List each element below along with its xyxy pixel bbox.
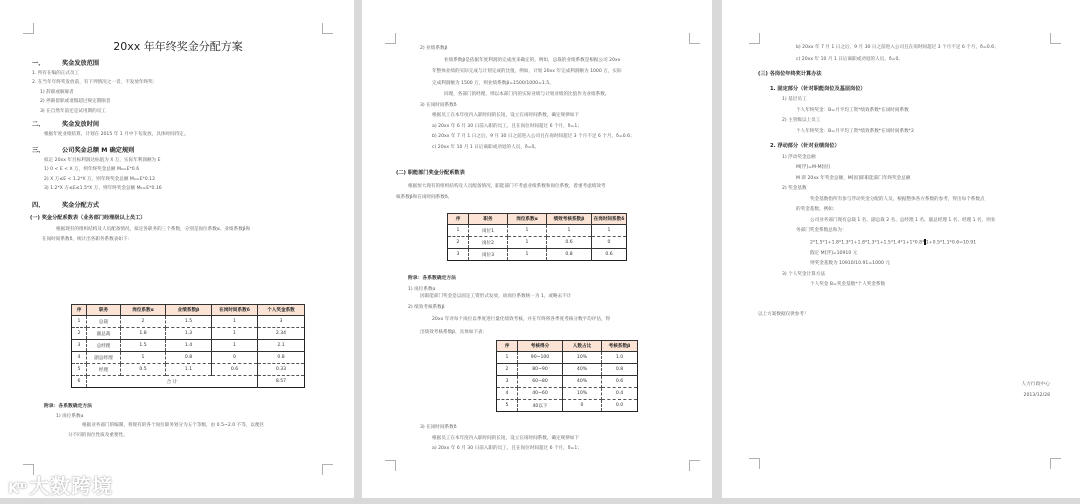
- list-item: 1) 0 < E < X 万，则年终奖金总额 M₀=E*0.6: [44, 167, 140, 172]
- list-item: 3) 个人奖金计算方法: [782, 271, 825, 277]
- closing-note: 以上方案数据仅供参考！: [758, 311, 809, 317]
- crop-mark: [23, 23, 34, 34]
- signature-organization: 人力行政中心: [1021, 382, 1050, 387]
- list-item: 2) 绩效考核系数β: [408, 304, 445, 310]
- table-row: 5 经理 0.5 1.1 0.6 0.33: [72, 364, 305, 376]
- table-row: 2 副总裁 1.8 1.3 1 2.34: [72, 328, 305, 340]
- list-item: 1) 浮动奖金总额: [782, 154, 816, 160]
- crop-mark: [689, 33, 700, 44]
- list-item: 3) 在自然年前还是试用期的员工: [40, 108, 106, 114]
- bonus-coefficient-table: 序 职务 岗位系数α 业绩系数β 在岗时间系数δ 个人奖金系数 1 总裁 2 1.5 1 3 2 副总裁 1.8 1.3 1 2.34 3 总经理 1.5 1.4 1 2.1 4 副总经理 1 0.8 0 0.8 5 经理 0.5 1.1 0.6 0.33 6 合 计 8.57: [71, 304, 305, 388]
- table-row: 1 总裁 2 1.5 1 3: [72, 316, 305, 328]
- table-row: 2 80~90 40% 0.8: [497, 364, 638, 376]
- table-row: 1 岗位1 1 1 1: [448, 225, 627, 237]
- section-heading: 三、 公司奖金总额 M 确定规则: [32, 147, 135, 155]
- subsection-heading: (一) 奖金分配系数表（业务部门经理级以上员工）: [30, 214, 146, 221]
- formula: 2*1.5*1+1.8*1.3*1+1.8*1.3*1+1.5*1.4*1+1*0.8* 1+0.5*1.1*0.6=10.91: [810, 240, 977, 246]
- document-title: 20xx 年年终奖金分配方案: [113, 40, 243, 53]
- crop-mark: [689, 460, 700, 471]
- paragraph: 根据现有的组织结构及人员配备情况，拟定各职务的三个系数，分别是岗位系数α、业绩系数β和: [56, 227, 251, 233]
- list-item: 2) 停薪留职或请假超过规定期限者: [40, 99, 111, 105]
- table-row: 4 40~60 10% 0.4: [497, 388, 638, 400]
- table-row: 3 岗位3 1 0.8 0.6: [448, 249, 627, 261]
- crop-mark: [385, 33, 396, 44]
- part-heading: 2. 浮动部分（针对业绩岗位）: [770, 143, 840, 150]
- table-row: 4 副总经理 1 0.8 0 0.8: [72, 352, 305, 364]
- crop-mark: [385, 460, 396, 471]
- list-item: 1) 岗位系数α: [408, 286, 436, 292]
- appendix-heading: 附录：各系数确定方法: [44, 404, 92, 409]
- watermark: K⁰⁰ 大数跨境: [8, 474, 114, 498]
- table-row: 3 总经理 1.5 1.4 1 2.1: [72, 340, 305, 352]
- list-item: 2) 业绩系数β: [420, 46, 448, 51]
- list-item: 2. 在当年年终奖发放前，有下列情况之一者，不发放年终奖：: [32, 80, 158, 86]
- part-heading: 1. 固定部分（针对职能岗位及基层岗位）: [770, 86, 866, 93]
- crop-mark: [322, 464, 333, 475]
- crop-mark: [322, 23, 333, 34]
- functional-dept-coefficient-table: 序 职务 岗位系数α 绩效考核系数β 在岗时间系数δ 1 岗位1 1 1 1 2 岗位2 1 0.6 0 3 岗位3 1 0.8 0.6: [447, 213, 627, 261]
- subsection-heading: (三) 各岗位年终奖计算办法: [758, 71, 822, 77]
- crop-mark: [749, 33, 760, 44]
- list-item: 2) 主管级以上员工: [782, 118, 821, 124]
- list-item: 1) 基层员工: [782, 97, 807, 103]
- list-item: 2) 奖金基数: [782, 186, 807, 192]
- paragraph: 根据业务部门的编制，将现有的各个岗位职务划分为五个等级，由 0.5~2.0 不等，以便区: [82, 423, 265, 429]
- watermark-logo-icon: K⁰⁰: [8, 481, 26, 497]
- list-item: 3) 1.2*X 万≤E≤1.5*X 万，则年终奖金总额 M₀=E*0.16: [44, 186, 162, 191]
- paragraph: 拟定 20xx 年目标利润达标值为 X 万，实际年利润额为 E: [44, 157, 161, 163]
- list-item: 1. 所有在编的正式员工: [32, 70, 80, 76]
- appendix-heading: 附录：各系数确定方法: [408, 276, 456, 281]
- list-item: 1) 辞职或解雇者: [40, 89, 74, 95]
- document-page-3: b) 20xx 年 7 月 1 日之后，9 月 30 日之前进入公司且在岗时间超过 3 个月不足 6 个月，δ=0.6； c) 20xx 年 10 月 1 日后离职或劝退的人员，δ=0。 (三) 各岗位年终奖计算办法 1. 固定部分（针对职能岗位及基层岗位） 1) 基层员工 个人年终奖金：B=月平均工资*绩效系数*在岗时间系数 2) 主管级以上员工 个人年终奖金：B=月平均工资*绩效系数*在岗时间系数*2 2. 浮动部分（针对业绩岗位） 1) 浮动奖金总额 M[浮]=M-M[固] M 即 20xx 年奖金总额，M[固]即职能部门年终奖金总额 2) 奖金基数 奖金基数指所有参与浮动奖金分配的人员，根据整体各方系数的参考，得出每个系数点 的奖金基数。例如： 公司业务部门现有总裁 1 名、副总裁 2 名、总经理 1 名、副总经理 1 名、经理 1 名，则业 务部门奖金系数总和为： 2*1.5*1+1.8*1.3*1+1.8*1.3*1+1.5*1.4*1+1*0.8* 1+0.5*1.1*0.6=10.91 假定 M[浮]=10910 元 则奖金基数为 10910/10.91=1000 元 3) 个人奖金计算方法 个人奖金 B=奖金基数*个人奖金系数 以上方案数据仅供参考！ 人力行政中心 2013/12/28: [722, 0, 1080, 498]
- crop-mark: [749, 458, 760, 469]
- section-heading: 一、 奖金发放范围: [32, 60, 100, 68]
- section-heading: 四、 奖金分配方式: [32, 201, 100, 209]
- document-page-2: 2) 业绩系数β 业绩系数β是依据年度利润的完成度来确定的。例如，总裁的业绩系数是根据公司 20xx 年整体业绩的实际完成与计划完成的比值，例如，计划 20xx 年完成利润额为 1000 万，实际 完成利润额为 1500 万，则业绩系数β=1500/1000=1.5。 同理，各部门的经理，则以本部门内的实际业绩与计划业绩的比值作为业绩系数。 3) 在岗时间系数δ 根据员工在本年度内入职时间的长短，设立在岗时间系数，确定规律如下 a) 20xx 年 6 月 30 日前入职的员工，且在岗位时间超过 6 个月，δ=1； b) 20xx 年 7 月 1 日之后，9 月 30 日之前进入公司且在岗时间超过 3 个月不足 6 个月，δ=0.6； c) 20xx 年 10 月 1 日后离职或劝退的人员，δ=0。 (二) 职能部门奖金分配系数表 根据恒大现有的组织结构及人员配备情况，职能部门不考虑业绩系数和岗位系数，着重考虑绩效考 核系数β和在岗时间系数δ。 序 职务 岗位系数α 绩效考核系数β 在岗时间系数δ 1 岗位1 1 1 1 2 岗位2 1 0.6 0 3 岗位3 1 0.8 0.6 附录：各系数确定方法 1) 岗位系数α 因职能部门奖金是以固定工资形式发放，故岗位系数统一为 1，或略去不计 2) 绩效考核系数β 20xx 年对每个岗位以季度进行量化绩效考核，并在年终将各季度考核分数平均评估，得 出绩效考核系数β，具体如下表： 序 考核得分 人数占比 考核系数β 1 90~100 10% 1.0 2 80~90 40% 0.8 3 60~80 40% 0.6 4 40~60 10% 0.4 5 40以下 0 0.0 3) 在岗时间系数δ 根据员工在本年度内入职时间的长短，设立在岗时间系数，确定规律如下 a) 20xx 年 6 月 30 日前入职的员工，且在岗位时间超过 6 个月，δ=1；: [362, 0, 712, 498]
- table-total-row: 6 合 计 8.57: [72, 376, 305, 388]
- crop-mark: [1050, 33, 1061, 44]
- document-page-1: [0, 0, 354, 498]
- signature-date: 2013/12/28: [1023, 392, 1050, 398]
- table-row: 3 60~80 40% 0.6: [497, 376, 638, 388]
- crop-mark: [1050, 458, 1061, 469]
- list-item: 3) 在岗时间系数δ: [420, 102, 457, 108]
- table-row: 1 90~100 10% 1.0: [497, 352, 638, 364]
- table-row: 5 40以下 0 0.0: [497, 400, 638, 412]
- paragraph: 根据年度业绩结算，计划在 2015 年 1 月中下旬发放，具体时间待定。: [44, 131, 189, 137]
- section-heading: 二、 奖金发放时间: [32, 121, 100, 129]
- subsection-heading: (二) 职能部门奖金分配系数表: [396, 170, 465, 176]
- performance-coefficient-table: 序 考核得分 人数占比 考核系数β 1 90~100 10% 1.0 2 80~90 40% 0.8 3 60~80 40% 0.6 4 40~60 10% 0.4 5 40以下 0 0.0: [496, 340, 638, 412]
- list-item: 1) 岗位系数α: [56, 413, 84, 419]
- table-row: 2 岗位2 1 0.6 0: [448, 237, 627, 249]
- list-item: 3) 在岗时间系数δ: [420, 425, 457, 430]
- paragraph: 分不同的岗位性质及重要性。: [68, 432, 128, 438]
- paragraph: 在岗时间系数δ，统计出各职务系数表如下：: [42, 236, 133, 242]
- list-item: 2) X 万≤E < 1.2*X 万，则年终奖金总额 M₀=E*0.12: [44, 176, 155, 182]
